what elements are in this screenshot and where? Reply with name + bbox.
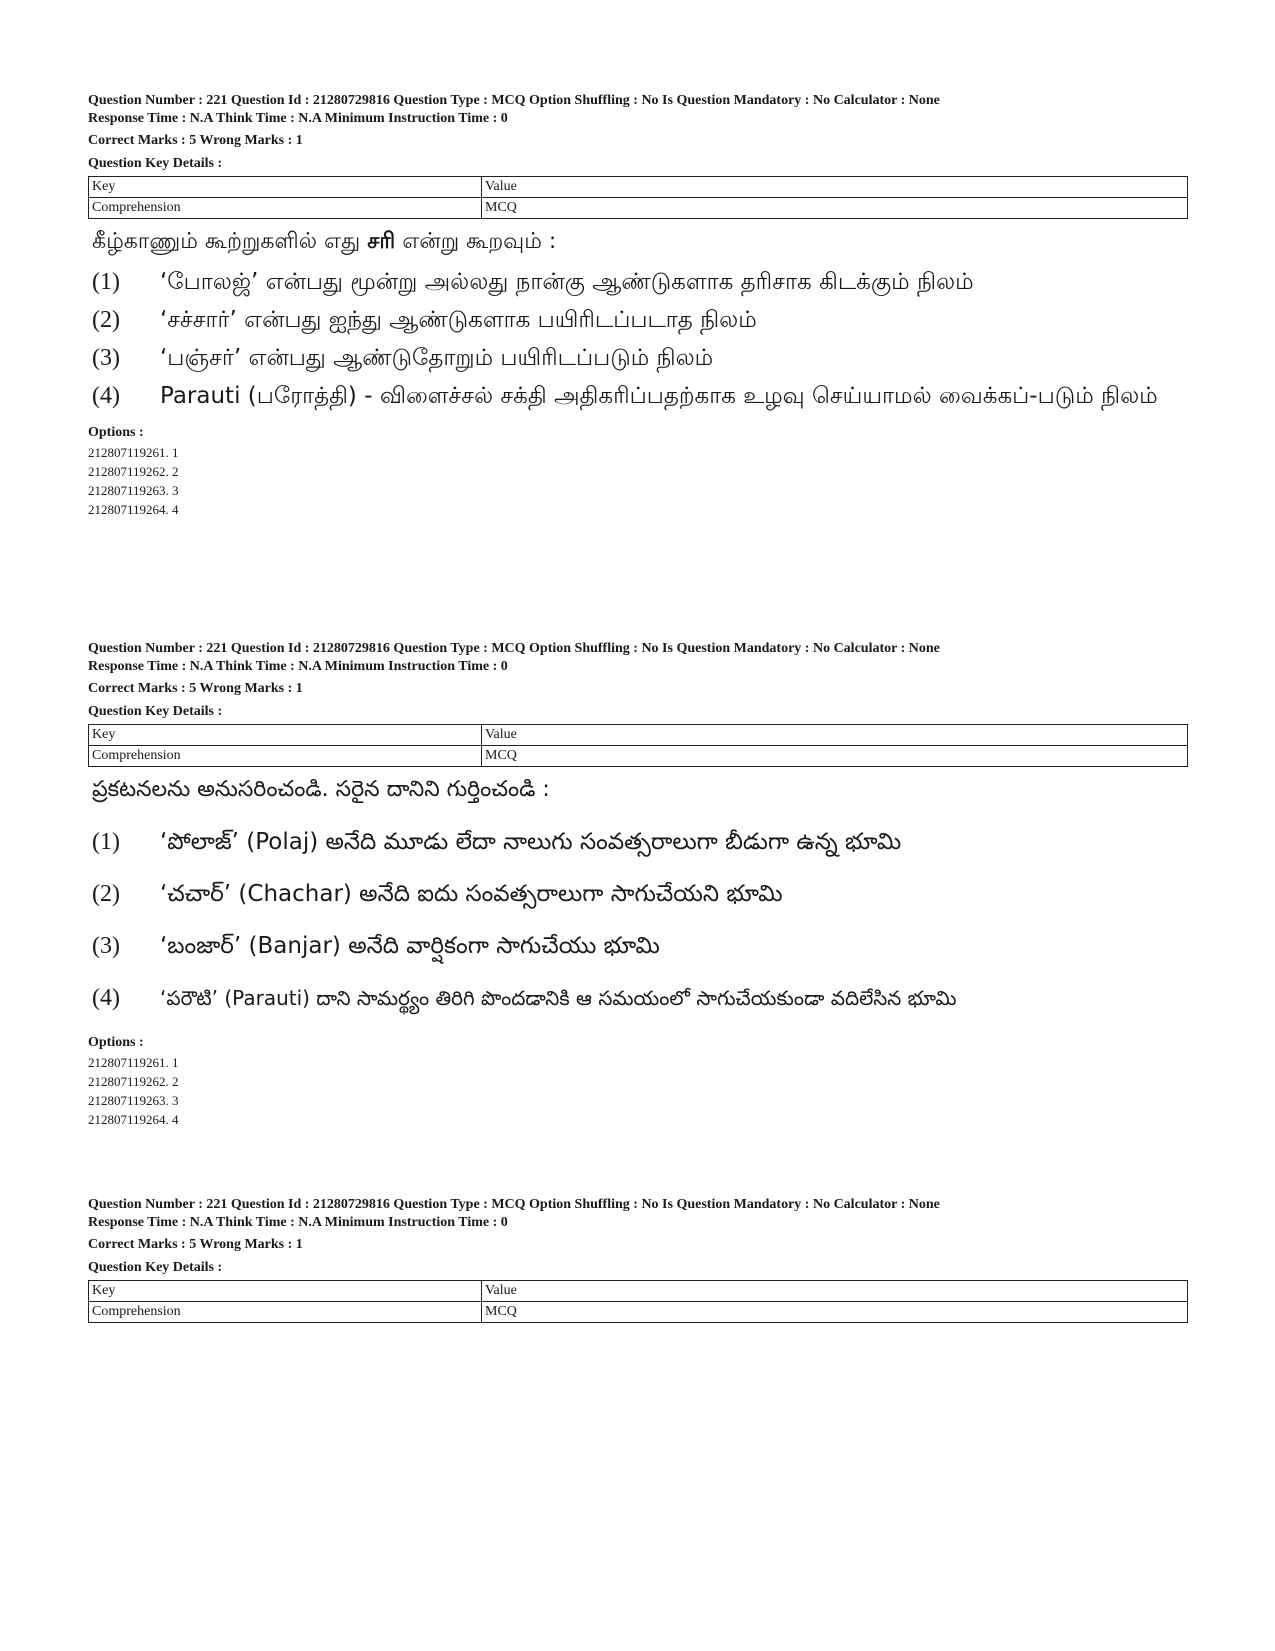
question-meta-line: Question Number : 221 Question Id : 21280729816 Question Type : MCQ Option Shuffling : No Is Question Mandatory : No Calculator : None [88, 641, 940, 656]
answer-option [88, 341, 1188, 375]
marks-line: Correct Marks : 5 Wrong Marks : 1 [88, 133, 303, 148]
option-id: 212807119262. 2 [88, 464, 179, 479]
answer-option [88, 929, 1188, 963]
table-header-value: Value [482, 725, 1188, 746]
table-cell-value: MCQ [482, 746, 1188, 767]
question-meta-line: Question Number : 221 Question Id : 21280729816 Question Type : MCQ Option Shuffling : No Is Question Mandatory : No Calculator : None [88, 1197, 940, 1212]
table-cell-value: MCQ [482, 1302, 1188, 1323]
answer-option [88, 981, 1188, 1015]
table-header-key: Key [89, 177, 482, 198]
table-row [89, 746, 1188, 767]
question-block-telugu [88, 640, 1188, 1129]
option-number: (2) [92, 307, 120, 333]
option-text: ‘బంజార్’ (Banjar) అనేది వార్షికంగా సాగుచేయు భూమి [160, 933, 660, 959]
question-meta-line-2: Response Time : N.A Think Time : N.A Minimum Instruction Time : 0 [88, 111, 508, 126]
option-text: ‘போலஜ்’ என்பது மூன்று அல்லது நான்கு ஆண்டுகளாக தரிசாக கிடக்கும் நிலம் [160, 269, 974, 295]
key-details-title: Question Key Details : [88, 1260, 223, 1275]
option-id: 212807119263. 3 [88, 483, 179, 498]
table-header-value: Value [482, 177, 1188, 198]
table-header-row [89, 1281, 1188, 1302]
question-meta-line-2: Response Time : N.A Think Time : N.A Minimum Instruction Time : 0 [88, 1215, 508, 1230]
option-id: 212807119262. 2 [88, 1074, 179, 1089]
answer-option [88, 825, 1188, 859]
key-value-table [88, 724, 1188, 767]
table-cell-key: Comprehension [89, 746, 482, 767]
table-header-value: Value [482, 1281, 1188, 1302]
option-number: (2) [92, 881, 120, 907]
option-number: (3) [92, 933, 120, 959]
option-number: (1) [92, 269, 120, 295]
table-cell-key: Comprehension [89, 198, 482, 219]
table-row [89, 1302, 1188, 1323]
stem-text-end: என்று கூறவும் : [395, 229, 557, 254]
question-meta-line: Question Number : 221 Question Id : 21280729816 Question Type : MCQ Option Shuffling : No Is Question Mandatory : No Calculator : None [88, 93, 940, 108]
answer-option [88, 877, 1188, 911]
question-stem: ప్రకటనలను అనుసరించండి. సరైన దానిని గుర్తించండి : [92, 777, 550, 802]
option-id: 212807119261. 1 [88, 1055, 179, 1070]
option-number: (1) [92, 829, 120, 855]
table-header-row [89, 177, 1188, 198]
table-row [89, 198, 1188, 219]
option-id: 212807119264. 4 [88, 1112, 179, 1127]
key-value-table [88, 1280, 1188, 1323]
key-value-table [88, 176, 1188, 219]
stem-emphasis: சரி [367, 229, 396, 254]
option-text: Parauti (பரோத்தி) - விளைச்சல் சக்தி அதிகரிப்பதற்காக உழவு செய்யாமல் வைக்கப்-படும் நிலம் [160, 383, 1158, 409]
table-header-key: Key [89, 1281, 482, 1302]
table-cell-value: MCQ [482, 198, 1188, 219]
option-id: 212807119263. 3 [88, 1093, 179, 1108]
question-stem [92, 229, 1188, 257]
question-block-tamil [88, 92, 1188, 519]
table-header-key: Key [89, 725, 482, 746]
key-details-title: Question Key Details : [88, 156, 223, 171]
key-details-title: Question Key Details : [88, 704, 223, 719]
option-id: 212807119261. 1 [88, 445, 179, 460]
option-id: 212807119264. 4 [88, 502, 179, 517]
option-text: ‘పోలాజ్’ (Polaj) అనేది మూడు లేదా నాలుగు సంవత్సరాలుగా బీడుగా ఉన్న భూమి [160, 829, 902, 855]
marks-line: Correct Marks : 5 Wrong Marks : 1 [88, 681, 303, 696]
option-number: (3) [92, 345, 120, 371]
answer-option [88, 303, 1188, 337]
table-header-row [89, 725, 1188, 746]
table-cell-key: Comprehension [89, 1302, 482, 1323]
option-text: ‘పరౌటి’ (Parauti) దాని సామర్థ్యం తిరిగి పొందడానికి ఆ సమయంలో సాగుచేయకుండా వదిలేసిన భూమి [160, 986, 957, 1010]
answer-option [88, 379, 1188, 413]
option-number: (4) [92, 383, 120, 409]
options-title: Options : [88, 1035, 144, 1050]
question-block-3 [88, 1196, 1188, 1323]
stem-text: கீழ்காணும் கூற்றுகளில் எது [92, 229, 368, 254]
options-title: Options : [88, 425, 144, 440]
option-text: ‘చచార్’ (Chachar) అనేది ఐదు సంవత్సరాలుగా సాగుచేయని భూమి [160, 881, 783, 907]
option-number: (4) [92, 985, 120, 1011]
option-text: ‘சச்சார்’ என்பது ஐந்து ஆண்டுகளாக பயிரிடப்படாத நிலம் [160, 307, 757, 333]
marks-line: Correct Marks : 5 Wrong Marks : 1 [88, 1237, 303, 1252]
option-text: ‘பஞ்சர்’ என்பது ஆண்டுதோறும் பயிரிடப்படும் நிலம் [160, 345, 714, 371]
question-meta-line-2: Response Time : N.A Think Time : N.A Minimum Instruction Time : 0 [88, 659, 508, 674]
answer-option [88, 265, 1188, 299]
